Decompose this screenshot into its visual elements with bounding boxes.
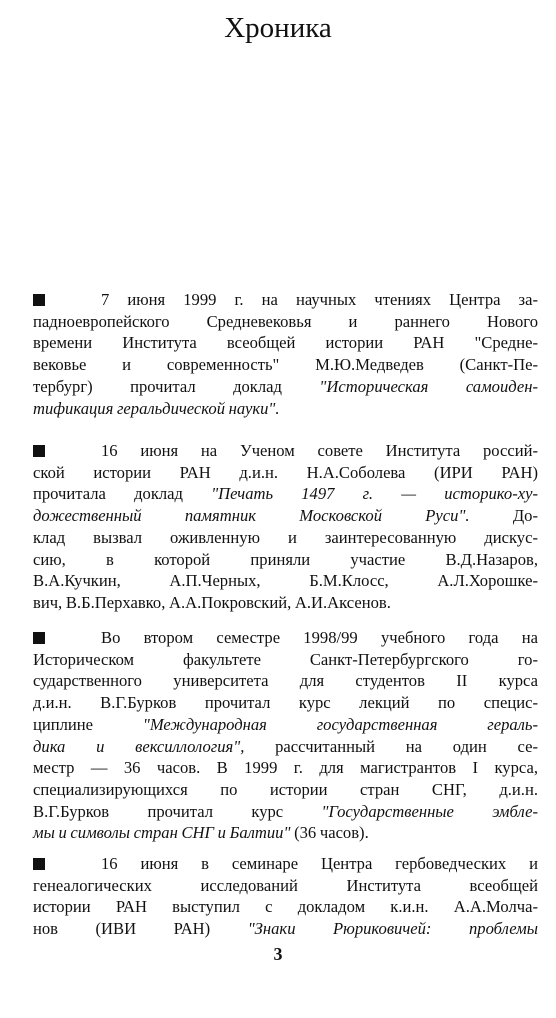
entry-text: вич, В.Б.Перхавко, А.А.Покровский, А.И.Аксенов. <box>33 592 391 612</box>
entry-text: прочитала доклад <box>33 484 212 504</box>
entry-text: нов (ИВИ РАН) <box>33 919 248 939</box>
entry-text: 16 июня в семинаре Центра гербоведческих и <box>101 854 538 873</box>
entry-text: истории РАН выступил с докладом к.и.н. А.А.Молча- <box>33 897 538 917</box>
entry-text: специализирующихся по истории стран СНГ, д.и.н. <box>33 779 538 799</box>
chronicle-entry <box>33 440 538 614</box>
entry-text: рассчитанный на один се- <box>244 736 539 756</box>
bullet-square-icon <box>33 445 45 457</box>
entry-text: ской истории РАН д.и.н. Н.А.Соболева (ИРИ РАН) <box>33 462 538 482</box>
bullet-square-icon <box>33 858 45 870</box>
entry-text: д.и.н. В.Г.Бурков прочитал курс лекций по специс- <box>33 693 538 713</box>
entry-text: сию, в которой приняли участие В.Д.Назаров, <box>33 549 538 569</box>
page-number: 3 <box>273 944 283 964</box>
entry-text: времени Института всеобщей истории РАН "Средне- <box>33 333 538 353</box>
course-title: "Государственные эмбле- <box>321 801 538 821</box>
entry-text: местр — 36 часов. В 1999 г. для магистрантов I курса, <box>33 758 538 778</box>
entry-text: вековье и современность" М.Ю.Медведев (Санкт-Пе- <box>33 355 538 375</box>
entry-text: До- <box>469 506 538 526</box>
report-title: "Знаки Рюриковичей: проблемы <box>247 919 539 939</box>
entry-text: 7 июня 1999 г. на научных чтениях Центра за- <box>101 290 538 309</box>
entry-text: сударственного университета для студентов II курса <box>33 671 538 691</box>
course-title: мы и символы стран СНГ и Балтии" <box>33 823 291 843</box>
entry-text: генеалогических исследований Института всеобщей <box>33 875 538 895</box>
entry-text: клад вызвал оживленную и заинтересованную дискус- <box>33 527 538 547</box>
entry-text: циплине <box>33 714 143 734</box>
report-title: "Историческая самоиден- <box>319 376 538 396</box>
course-title: дика и вексиллология", <box>33 736 245 756</box>
entry-text: В.Г.Бурков прочитал курс <box>33 801 322 821</box>
report-title: дожественный памятник Московской Руси". <box>33 506 470 526</box>
entry-text: тербург) прочитал доклад <box>33 376 320 396</box>
entry-text: падноевропейского Средневековья и раннего Нового <box>33 311 538 331</box>
entry-text: В.А.Кучкин, А.П.Черных, Б.М.Клосс, А.Л.Хорошке- <box>33 571 538 591</box>
bullet-square-icon <box>33 632 45 644</box>
report-title: тификация геральдической науки". <box>33 398 280 418</box>
course-title: "Международная государственная гераль- <box>142 714 538 734</box>
entry-text: 16 июня на Ученом совете Института россий- <box>101 441 538 460</box>
entry-text: Во втором семестре 1998/99 учебного года на <box>101 628 538 647</box>
bullet-square-icon <box>33 294 45 306</box>
chronicle-entry <box>33 627 538 844</box>
entry-text: Историческом факультете Санкт-Петербургского го- <box>33 649 538 669</box>
chronicle-entry <box>33 853 538 940</box>
chronicle-entry <box>33 289 538 419</box>
page-title: Хроника <box>224 12 332 44</box>
report-title: "Печать 1497 г. — историко-ху- <box>211 484 538 504</box>
entry-text: (36 часов). <box>290 823 369 843</box>
